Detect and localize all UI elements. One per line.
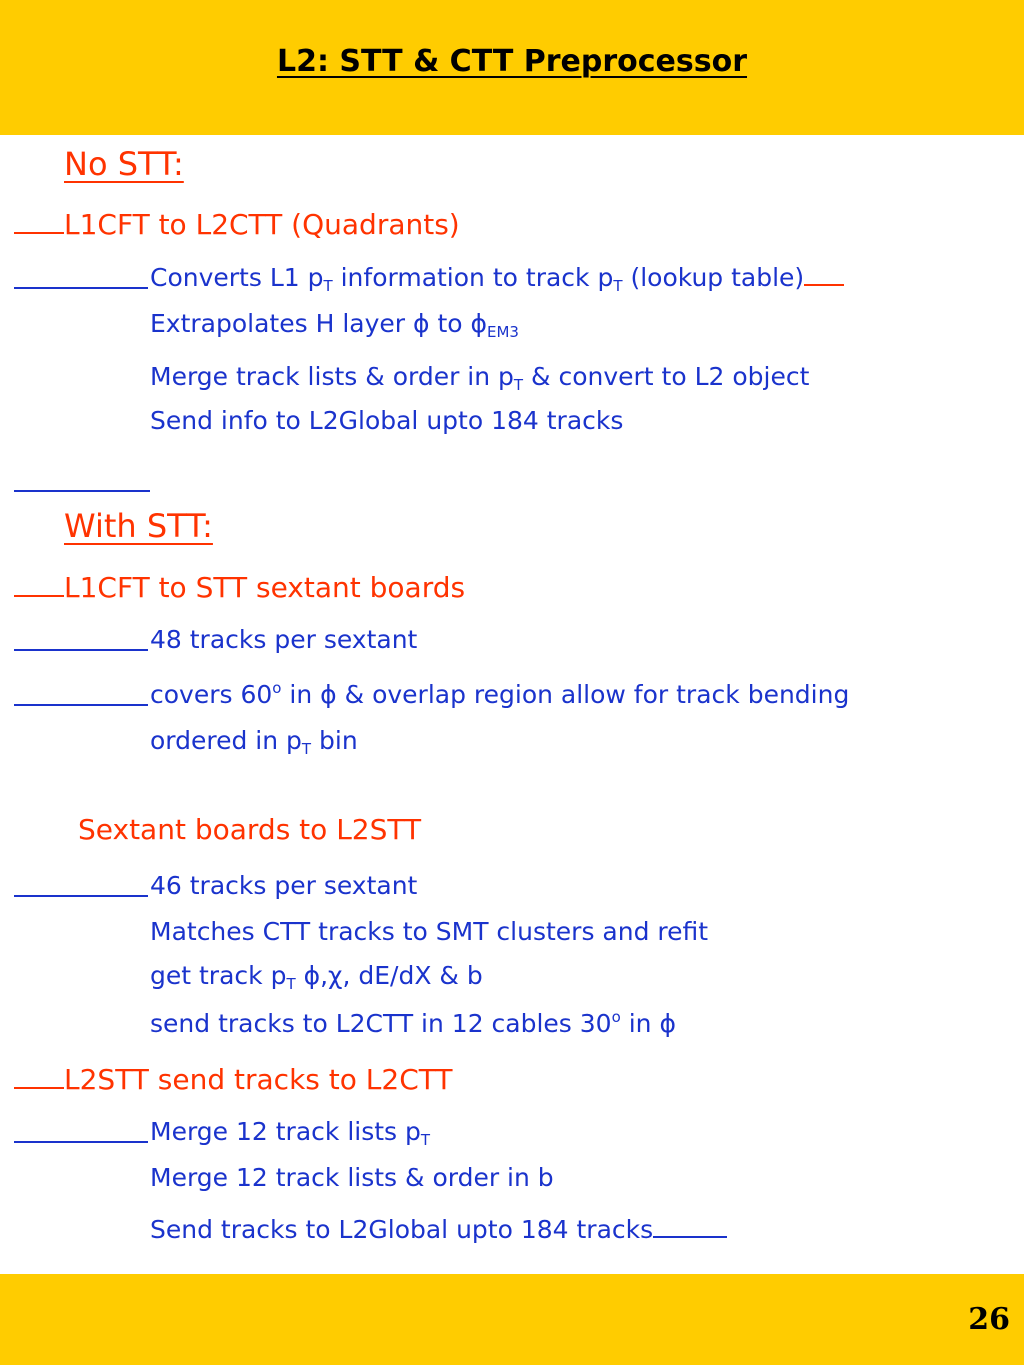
text: Send tracks to L2Global upto 184 tracks [150, 1215, 654, 1244]
text: Merge 12 track lists p [150, 1117, 421, 1146]
page-number: 26 [968, 1302, 1010, 1337]
text: send tracks to L2CTT in 12 cables 30 [150, 1009, 612, 1038]
no-stt-heading [14, 145, 184, 183]
slide-title: L2: STT & CTT Preprocessor [276, 44, 748, 79]
sub-t: T [323, 277, 333, 295]
text: in [628, 1009, 652, 1038]
sub-t: T [301, 740, 312, 758]
with-stt-line-1 [150, 627, 417, 652]
text: covers 60 [150, 680, 273, 709]
text: Converts L1 p [150, 263, 324, 292]
text: ordered in p [150, 726, 302, 755]
text: in [289, 680, 313, 709]
sextant-line-2 [150, 919, 708, 944]
text: (lookup table) [630, 263, 805, 292]
text: Send info to L2Global upto 184 tracks [150, 406, 624, 435]
sub-em3: EM3 [487, 323, 519, 341]
text: 48 tracks per sextant [150, 625, 418, 654]
merge-line-1 [150, 1117, 431, 1149]
sub-t: T [286, 975, 296, 993]
degree-symbol: o [611, 1008, 621, 1026]
text: get track p [150, 961, 287, 990]
text: 46 tracks per sextant [150, 871, 418, 900]
merge-line-3 [150, 1217, 727, 1242]
phi-symbol: ϕ [659, 1009, 676, 1038]
with-stt-subheading [14, 569, 465, 602]
no-stt-heading-text: No STT: [64, 145, 184, 183]
sub-t: T [420, 1131, 431, 1149]
text: Merge track lists & order in p [150, 362, 514, 391]
text: & overlap region allow for track bending [344, 680, 850, 709]
separator [14, 490, 150, 492]
l2stt-subheading-text: L2STT send tracks to L2CTT [64, 1063, 453, 1096]
with-stt-line-2 [150, 679, 850, 709]
sextant-title: Sextant boards to L2STT [78, 813, 422, 846]
footer-band [0, 1274, 1024, 1365]
with-stt-subheading-text: L1CFT to STT sextant boards [64, 571, 466, 604]
merge-line-2 [150, 1165, 554, 1190]
text: Matches CTT tracks to SMT clusters and refit [150, 917, 709, 946]
text: bin [319, 726, 358, 755]
no-stt-line-2 [150, 309, 519, 341]
with-stt-heading [14, 507, 213, 545]
phi-chi-symbols: ϕ,χ [303, 961, 343, 990]
no-stt-line-3 [150, 362, 810, 394]
phi-symbol: ϕ [320, 680, 337, 709]
sub-t: T [513, 376, 524, 394]
text: information to track p [340, 263, 614, 292]
no-stt-line-1 [150, 263, 844, 295]
degree-symbol: o [272, 679, 282, 697]
sextant-line-1 [150, 873, 417, 898]
sub-t: T [613, 277, 623, 295]
no-stt-line-4 [150, 408, 623, 433]
l2stt-subheading [14, 1061, 452, 1094]
no-stt-subheading [14, 206, 460, 239]
phi-symbol: ϕ [413, 309, 430, 338]
phi-symbol: ϕ [470, 309, 488, 338]
sextant-line-4 [150, 1008, 676, 1038]
text: & convert to L2 object [531, 362, 810, 391]
text: to [437, 309, 463, 338]
text: , dE/dX & b [342, 961, 483, 990]
text: Extrapolates H layer [150, 309, 406, 338]
with-stt-line-3 [150, 726, 358, 758]
no-stt-subheading-text: L1CFT to L2CTT (Quadrants) [64, 208, 460, 241]
with-stt-heading-text: With STT: [64, 507, 213, 545]
text: Merge 12 track lists & order in b [150, 1163, 554, 1192]
sextant-line-3 [150, 961, 483, 993]
